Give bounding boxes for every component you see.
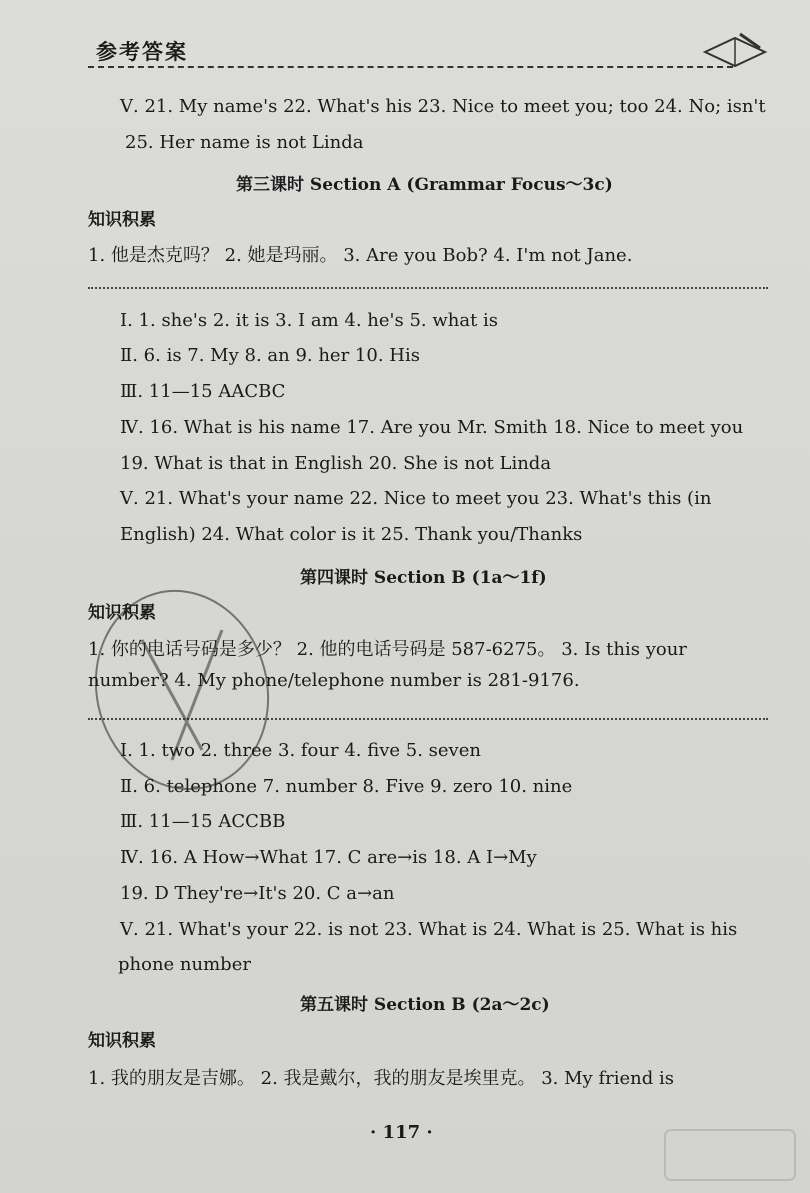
answer-line: Ⅴ. 21. My name's 22. What's his 23. Nice to meet you; too 24. No; isn't <box>120 96 766 117</box>
answer-line: Ⅱ. 6. telephone 7. number 8. Five 9. zero 10. nine <box>120 776 573 797</box>
section-heading: 第五课时 Section B (2a～2c) <box>300 995 550 1015</box>
answer-line: Ⅴ. 21. What's your 22. is not 23. What is 24. What is 25. What is his <box>120 919 738 940</box>
answer-line: Ⅰ. 1. she's 2. it is 3. I am 4. he's 5. what is <box>120 310 499 331</box>
page-number-value: 117 <box>382 1122 421 1143</box>
answer-line: 1. 你的电话号码是多少？ 2. 他的电话号码是 587-6275。 3. Is this your <box>88 639 687 660</box>
answer-line: Ⅰ. 1. two 2. three 3. four 4. five 5. seven <box>120 740 481 761</box>
knowledge-label: 知识积累 <box>88 210 156 230</box>
answer-line: phone number <box>118 954 251 975</box>
answer-line: number? 4. My phone/telephone number is 281-9176. <box>88 670 580 691</box>
knowledge-label: 知识积累 <box>88 603 156 623</box>
answer-line: 19. D They're→It's 20. C a→an <box>120 883 395 904</box>
logo-watermark <box>660 1120 800 1190</box>
section-heading: 第四课时 Section B (1a～1f) <box>300 568 547 588</box>
page-number: · 117 · <box>370 1122 433 1143</box>
answer-line: English) 24. What color is it 25. Thank you/Thanks <box>120 524 583 545</box>
answer-line: 1. 他是杰克吗？ 2. 她是玛丽。 3. Are you Bob? 4. I'm not Jane. <box>88 245 633 266</box>
answer-line: Ⅴ. 21. What's your name 22. Nice to meet you 23. What's this (in <box>120 488 712 509</box>
dotted-separator <box>88 287 768 289</box>
stamp-watermark <box>82 580 282 800</box>
answer-line: 1. 我的朋友是吉娜。 2. 我是戴尔，我的朋友是埃里克。 3. My friend is <box>88 1068 674 1089</box>
knowledge-label: 知识积累 <box>88 1031 156 1051</box>
section-heading: 第三课时 Section A (Grammar Focus～3c) <box>236 175 613 195</box>
book-pen-icon <box>700 30 770 70</box>
answer-line: Ⅲ. 11—15 AACBC <box>120 381 286 402</box>
answer-line: 19. What is that in English 20. She is not Linda <box>120 453 552 474</box>
page-header-title: 参考答案 <box>96 39 188 64</box>
answer-line: Ⅱ. 6. is 7. My 8. an 9. her 10. His <box>120 345 420 366</box>
header-rule <box>88 66 733 68</box>
answer-line: Ⅳ. 16. A How→What 17. C are→is 18. A I→My <box>120 847 537 868</box>
answer-line: Ⅲ. 11—15 ACCBB <box>120 811 286 832</box>
answer-line: 25. Her name is not Linda <box>125 132 364 153</box>
answer-line: Ⅳ. 16. What is his name 17. Are you Mr. Smith 18. Nice to meet you <box>120 417 744 438</box>
